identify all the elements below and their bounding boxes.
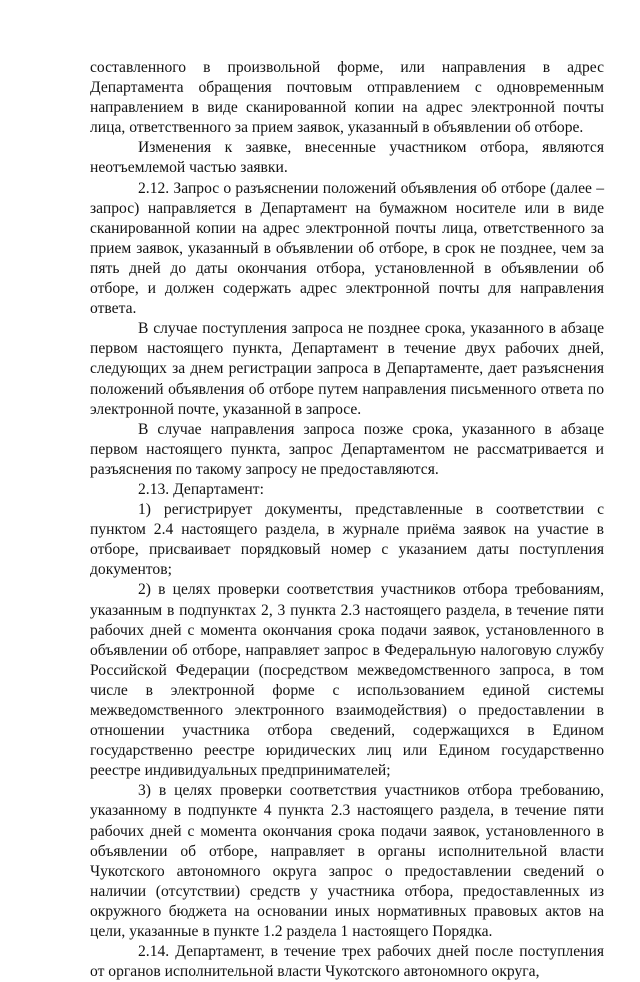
paragraph-2-13: 2.13. Департамент: xyxy=(138,480,264,498)
paragraph-2-13-item-1: 1) регистрирует документы, представленные в соответствии с пунктом 2.4 настоящего раздела, в журнале приёма заявок на участие в отборе, присваивает порядковый номер с указанием даты поступления документов; xyxy=(90,501,604,579)
paragraph-request-late: В случае направления запроса позже срока, указанного в абзаце первом настоящего пункта, запрос Департаментом не рассматривается и разъяснения по такому запросу не предоставляются. xyxy=(90,420,604,478)
document-body xyxy=(90,58,604,982)
paragraph-2-12: 2.12. Запрос о разъяснении положений объявления об отборе (далее – запрос) направляется в Департамент на бумажном носителе или в виде сканированной копии на адрес электронной почты лица, ответственного за прием заявок, указанный в объявлении об отборе, в срок не позднее, чем за пять дней до даты окончания отбора, установленной в объявлении об отборе, и должен содержать адрес электронной почты для направления ответа. xyxy=(90,179,604,318)
paragraph-2-13-item-2: 2) в целях проверки соответствия участников отбора требованиям, указанным в подпунктах 2, 3 пункта 2.3 настоящего раздела, в течение пяти рабочих дней с момента окончания срока подачи заявок, установленного в объявлении об отборе, направляет запрос в Федеральную налоговую службу Российской Федерации (посредством межведомственного запроса, в том числе в электронной форме с использованием единой системы межведомственного электронного взаимодействия) о предоставлении в отношении участника отбора сведений, содержащихся в Едином государственно реестре юридических лиц или Едином государственно реестре индивидуальных предпринимателей; xyxy=(90,581,604,780)
paragraph-amendments: Изменения к заявке, внесенные участником отбора, являются неотъемлемой частью заявки. xyxy=(90,139,604,177)
paragraph-continuation: составленного в произвольной форме, или направления в адрес Департамента обращения почтовым отправлением с одновременным направлением в виде сканированной копии на адрес электронной почты лица, ответственного за прием заявок, указанный в объявлении об отборе. xyxy=(90,59,604,137)
paragraph-request-in-time: В случае поступления запроса не позднее срока, указанного в абзаце первом настоящего пункта, Департамент в течение двух рабочих дней, следующих за днем регистрации запроса в Департаменте, дает разъяснения положений объявления об отборе путем направления письменного ответа по электронной почте, указанной в запросе. xyxy=(90,320,604,418)
paragraph-2-14: 2.14. Департамент, в течение трех рабочих дней после поступления от органов исполнительной власти Чукотского автономного округа, xyxy=(90,943,604,981)
paragraph-2-13-item-3: 3) в целях проверки соответствия участников отбора требованию, указанному в подпункте 4 пункта 2.3 настоящего раздела, в течение пяти рабочих дней с момента окончания срока подачи заявок, установленного в объявлении об отборе, направляет в органы исполнительной власти Чукотского автономного округа запрос о предоставлении сведений о наличии (отсутствии) средств у участника отбора, предоставленных из окружного бюджета на основании иных нормативных правовых актов на цели, указанные в пункте 1.2 раздела 1 настоящего Порядка. xyxy=(90,782,604,941)
